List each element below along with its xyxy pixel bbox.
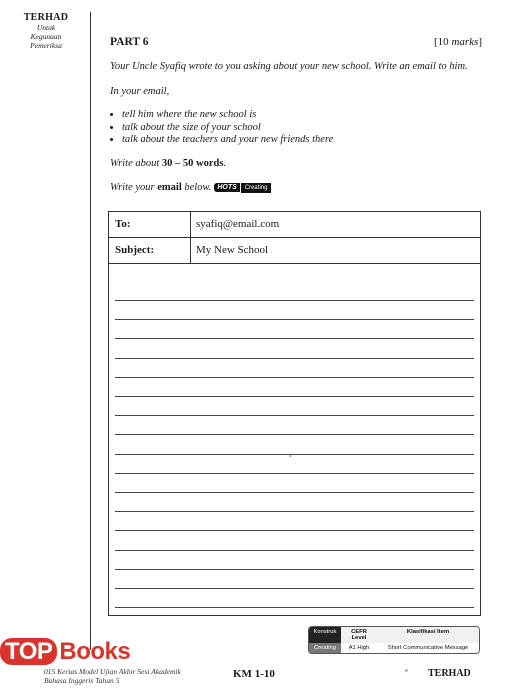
word-count-pre: Write about <box>110 158 162 169</box>
writing-line[interactable] <box>115 569 474 570</box>
margin-title: TERHAD <box>23 12 69 23</box>
writing-line[interactable] <box>115 434 474 435</box>
footer-book-info <box>44 668 181 685</box>
item-classification-table <box>308 626 480 654</box>
writing-line[interactable] <box>115 338 474 339</box>
footer-line-1: 015 Kertas Model Ujian Akhir Sesi Akademik <box>44 667 181 676</box>
pen-mark: ⸗ <box>289 450 292 460</box>
marks-label <box>434 36 482 48</box>
writing-line[interactable] <box>115 530 474 531</box>
hots-label: HOTS <box>214 183 239 192</box>
marks-open: [10 <box>434 36 452 48</box>
footer-dot: ▪ <box>405 666 408 675</box>
hots-badge <box>214 183 271 193</box>
writing-line[interactable] <box>115 454 474 455</box>
footer-line-2: Bahasa Inggeris Tahun 5 <box>44 675 120 685</box>
task-point: • tell him where the new school is <box>122 109 333 122</box>
footer-restricted: TERHAD <box>428 668 471 679</box>
klasifikasi-header: Klasifikasi Item <box>377 627 479 643</box>
klasifikasi-value: Short Communicative Message <box>377 643 479 653</box>
cefr-value: A1 High <box>341 643 377 653</box>
writing-line[interactable] <box>115 358 474 359</box>
write-email-bold: email <box>157 182 182 193</box>
cefr-header: CEFR Level <box>341 627 377 643</box>
writing-line[interactable] <box>115 492 474 493</box>
logo-books: Books <box>59 638 131 665</box>
write-email-pre: Write your <box>110 182 158 193</box>
email-subject-row <box>109 238 480 264</box>
marks-word: marks <box>451 36 479 48</box>
marks-close: ] <box>478 36 482 48</box>
word-count-instruction <box>110 158 226 169</box>
task-intro: Your Uncle Syafiq wrote to you asking about your new school. Write an email to him. <box>110 61 468 72</box>
writing-line[interactable] <box>115 300 474 301</box>
margin-sub-3: Pemeriksa <box>30 41 62 50</box>
hots-tag: Creating <box>240 183 272 193</box>
word-count-post: . <box>223 158 227 169</box>
to-value: syafiq@email.com <box>196 218 280 230</box>
konstruk-header: Konstruk <box>309 627 341 643</box>
subject-label: Subject: <box>115 244 155 256</box>
topbooks-logo <box>0 638 130 666</box>
task-point: • talk about the size of your school <box>122 122 333 135</box>
konstruk-value: Creating <box>309 643 341 653</box>
writing-line[interactable] <box>115 607 474 608</box>
email-to-row <box>109 212 480 238</box>
writing-line[interactable] <box>115 319 474 320</box>
margin-divider <box>90 12 91 650</box>
writing-line[interactable] <box>115 377 474 378</box>
task-points <box>110 109 333 147</box>
part-title: PART 6 <box>110 36 149 48</box>
email-answer-box <box>108 211 481 616</box>
write-email-post: below. <box>181 182 212 193</box>
to-label: To: <box>115 218 131 230</box>
row-divider <box>190 238 191 263</box>
writing-line[interactable] <box>115 588 474 589</box>
task-point: • talk about the teachers and your new friends there <box>122 134 333 147</box>
subject-value: My New School <box>196 244 269 256</box>
examiner-margin-note <box>8 12 84 50</box>
page-code: KM 1-10 <box>233 668 275 680</box>
logo-top: TOP <box>0 638 57 665</box>
writing-line[interactable] <box>115 550 474 551</box>
in-email-label: In your email, <box>110 86 170 97</box>
word-count-range: 30 – 50 words <box>161 158 224 169</box>
margin-sub-2: Kegunaan <box>30 32 62 41</box>
write-email-instruction <box>110 182 271 193</box>
row-divider <box>190 212 191 237</box>
writing-line[interactable] <box>115 415 474 416</box>
margin-sub-1: Untuk <box>36 23 56 32</box>
writing-line[interactable] <box>115 396 474 397</box>
writing-line[interactable] <box>115 473 474 474</box>
writing-line[interactable] <box>115 511 474 512</box>
